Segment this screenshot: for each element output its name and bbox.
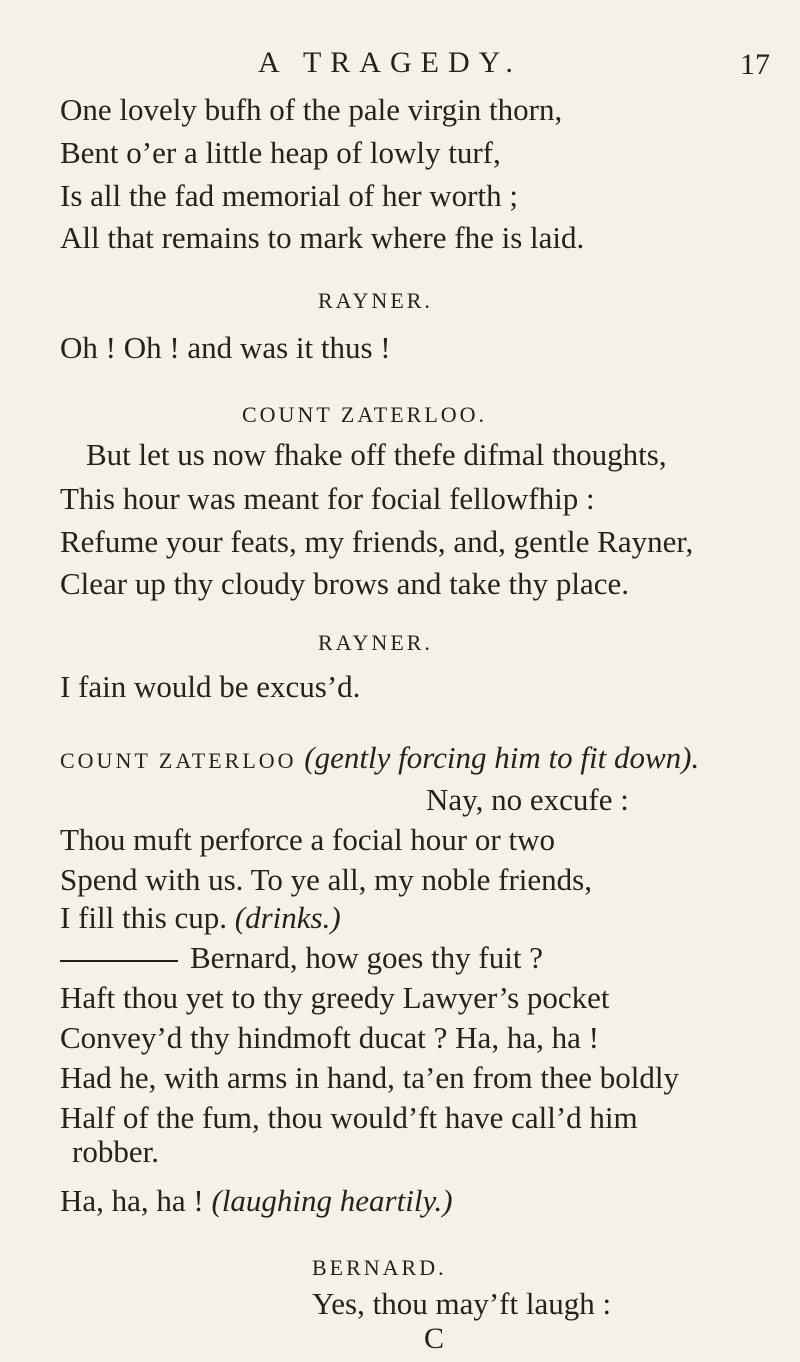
speaker-name: BERNARD. <box>312 1255 447 1280</box>
stage-direction: (laughing heartily.) <box>211 1183 453 1218</box>
verse-line <box>60 1183 453 1219</box>
speaker-name: COUNT ZATERLOO. <box>242 402 488 427</box>
signature-mark: C <box>424 1322 445 1355</box>
em-dash-rule <box>60 960 178 962</box>
verse-line: Bent o’er a little heap of lowly turf, <box>60 135 501 170</box>
speaker-name: RAYNER. <box>318 630 433 655</box>
verse-text: I fill this cup. <box>60 900 228 935</box>
speaker-name: COUNT ZATERLOO <box>60 748 297 773</box>
verse-line: One lovely bufh of the pale virgin thorn, <box>60 92 563 127</box>
verse-line: Oh ! Oh ! and was it thus ! <box>60 330 391 365</box>
verse-line: Haft thou yet to thy greedy Lawyer’s pocket <box>60 980 610 1015</box>
verse-line: Yes, thou may’ft laugh : <box>312 1286 612 1321</box>
running-title: A TRAGEDY. <box>258 46 522 79</box>
stage-direction: (drinks.) <box>234 900 341 935</box>
speaker-with-direction <box>60 740 699 776</box>
speaker-name: RAYNER. <box>318 288 433 313</box>
verse-turnover: robber. <box>72 1134 159 1169</box>
stage-direction: (gently forcing him to fit down). <box>304 740 700 775</box>
verse-line: Half of the fum, thou would’ft have call’d him <box>60 1100 638 1135</box>
page-number: 17 <box>740 48 770 81</box>
verse-line: This hour was meant for focial fellowfhip : <box>60 481 595 516</box>
verse-text: Ha, ha, ha ! <box>60 1183 204 1218</box>
verse-line: Clear up thy cloudy brows and take thy place. <box>60 566 630 601</box>
verse-line: Is all the fad memorial of her worth ; <box>60 178 518 213</box>
verse-line: All that remains to mark where fhe is laid. <box>60 220 585 255</box>
verse-line <box>60 940 543 976</box>
verse-line: Refume your feats, my friends, and, gentle Rayner, <box>60 524 694 559</box>
verse-line: Spend with us. To ye all, my noble friends, <box>60 862 592 897</box>
verse-line: Convey’d thy hindmoft ducat ? Ha, ha, ha ! <box>60 1020 599 1055</box>
verse-line: Thou muft perforce a focial hour or two <box>60 822 555 857</box>
verse-line <box>60 900 341 936</box>
verse-line: Had he, with arms in hand, ta’en from thee boldly <box>60 1060 679 1095</box>
verse-line: But let us now fhake off thefe difmal thoughts, <box>86 437 667 472</box>
verse-line: I fain would be excus’d. <box>60 669 361 704</box>
verse-line: Nay, no excufe : <box>426 782 629 817</box>
verse-text: Bernard, how goes thy fuit ? <box>190 940 543 975</box>
